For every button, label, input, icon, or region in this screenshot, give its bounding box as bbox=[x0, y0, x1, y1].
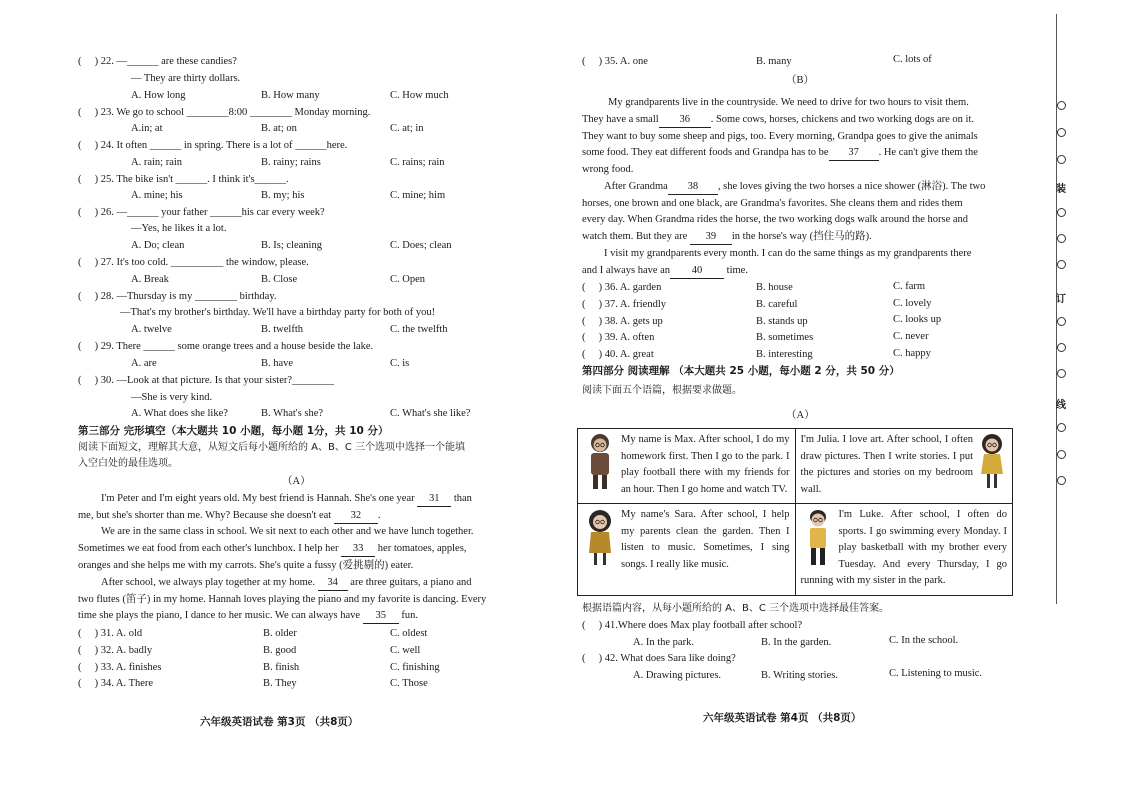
option-b: B. house bbox=[756, 282, 793, 293]
option-b: B. older bbox=[263, 628, 297, 639]
option-b: B. How many bbox=[261, 90, 320, 101]
binding-hole bbox=[1057, 155, 1066, 164]
passage-b-line-4: some food. They eat different foods and Grandpa has to be 37 . He can't give them the bbox=[582, 146, 978, 161]
option-b: B. have bbox=[261, 358, 294, 369]
options-31: ( ) 31. A. old bbox=[78, 628, 143, 639]
sara-text: My name's Sara. After school, I help my parents clean the garden. Then I listen to music. Sometimes, I sing songs. I really like music. bbox=[621, 509, 790, 570]
binding-hole bbox=[1057, 423, 1066, 432]
option-c: C. Does; clean bbox=[390, 240, 452, 251]
reading-instructions: 根据语篇内容，从每小题所给的 A、B、C 三个选项中选择最佳答案。 bbox=[582, 603, 890, 614]
blank-37: 37 bbox=[829, 146, 879, 161]
option-c: C. Listening to music. bbox=[889, 668, 983, 679]
option-b: B. good bbox=[263, 645, 297, 656]
option-a: A. Drawing pictures. bbox=[633, 670, 722, 681]
option-a: A. Do; clean bbox=[131, 240, 185, 251]
question-25: ( ) 25. The bike isn't ______. I think it's______. bbox=[78, 174, 289, 185]
passage-b-line-5: wrong food. bbox=[582, 164, 634, 175]
passage-a-line-4: Sometimes we eat food from each other's lunchbox. I help her 33 her tomatoes, apples, bbox=[78, 542, 466, 557]
question-41: ( ) 41.Where does Max play football after school? bbox=[582, 620, 803, 631]
option-b: B. careful bbox=[756, 299, 798, 310]
section-4-title: 第四部分 阅读理解 （本大题共 25 小题，每小题 2 分，共 50 分） bbox=[582, 365, 900, 377]
question-27: ( ) 27. It's too cold. __________ the window, please. bbox=[78, 257, 309, 268]
girl-sara-icon bbox=[583, 507, 617, 569]
page-footer-4: 六年级英语试卷 第4页 （共8页） bbox=[703, 712, 862, 724]
options-37: ( ) 37. A. friendly bbox=[582, 299, 666, 310]
passage-b-line-8: every day. When Grandma rides the horse, the two working dogs walk around the horse and bbox=[582, 214, 969, 225]
option-b: B. Is; cleaning bbox=[261, 240, 322, 251]
section-4-instructions: 阅读下面五个语篇，根据要求做题。 bbox=[582, 385, 742, 396]
option-a: A. mine; his bbox=[131, 190, 183, 201]
option-b: B. finish bbox=[263, 662, 300, 673]
binding-hole bbox=[1057, 128, 1066, 137]
max-text: My name is Max. After school, I do my homework first. Then I go to the park. I play football there with my friends for an hour. Then I go home and watch TV. bbox=[621, 434, 790, 495]
option-c: C. happy bbox=[893, 348, 931, 359]
passage-b-line-1: My grandparents live in the countryside. We need to drive for two hours to visit them. bbox=[608, 97, 969, 108]
binding-hole bbox=[1057, 234, 1066, 243]
question-23: ( ) 23. We go to school ________8:00 ________ Monday morning. bbox=[78, 107, 371, 118]
binding-label-xian: 线 bbox=[1056, 400, 1066, 411]
blank-31: 31 bbox=[417, 492, 451, 507]
options-39: ( ) 39. A. often bbox=[582, 332, 655, 343]
binding-hole bbox=[1057, 450, 1066, 459]
option-b: B. Writing stories. bbox=[761, 670, 838, 681]
passage-b-line-11: and I always have an 40 time. bbox=[582, 264, 748, 279]
options-33: ( ) 33. A. finishes bbox=[78, 662, 162, 673]
page-footer-3: 六年级英语试卷 第3页 （共8页） bbox=[200, 716, 359, 728]
option-c: C. Open bbox=[390, 274, 425, 285]
binding-hole bbox=[1057, 208, 1066, 217]
boy-max-icon bbox=[583, 432, 617, 494]
passage-b-line-9: watch them. But they are 39 in the horse's way (挡住马的路). bbox=[582, 230, 872, 245]
passage-a-line-6: After school, we always play together at my home. 34 are three guitars, a piano and bbox=[101, 576, 472, 591]
question-26-answer-line: —Yes, he likes it a lot. bbox=[131, 223, 227, 234]
option-c: C. lots of bbox=[893, 54, 932, 65]
option-b: B. many bbox=[756, 56, 792, 67]
options-40: ( ) 40. A. great bbox=[582, 349, 654, 360]
blank-35: 35 bbox=[363, 609, 399, 624]
option-b: B. at; on bbox=[261, 123, 297, 134]
option-c: C. farm bbox=[893, 281, 926, 292]
passage-a-line-7: two flutes (笛子) in my home. Hannah loves playing the piano and my favorite is dancing. Every bbox=[78, 594, 487, 605]
option-c: C. rains; rain bbox=[390, 157, 445, 168]
option-c: C. In the school. bbox=[889, 635, 959, 646]
blank-33: 33 bbox=[341, 542, 375, 557]
option-b: B. rainy; rains bbox=[261, 157, 321, 168]
binding-hole bbox=[1057, 369, 1066, 378]
blank-34: 34 bbox=[318, 576, 348, 591]
options-34: ( ) 34. A. There bbox=[78, 678, 154, 689]
question-30: ( ) 30. —Look at that picture. Is that your sister?________ bbox=[78, 375, 335, 386]
question-30-answer-line: —She is very kind. bbox=[131, 392, 213, 403]
option-a: A.in; at bbox=[131, 123, 163, 134]
binding-label-ding: 订 bbox=[1056, 294, 1066, 305]
options-38: ( ) 38. A. gets up bbox=[582, 316, 663, 327]
option-a: A. How long bbox=[131, 90, 186, 101]
blank-36: 36 bbox=[659, 113, 711, 128]
option-a: A. What does she like? bbox=[131, 408, 228, 419]
blank-32: 32 bbox=[334, 509, 378, 524]
reading-a-label: （A） bbox=[786, 410, 815, 421]
option-c: C. finishing bbox=[390, 662, 440, 673]
passage-a-line-5: oranges and she helps me with my carrots. She's quite a fussy (爱挑剔的) eater. bbox=[78, 560, 414, 571]
option-c: C. never bbox=[893, 331, 929, 342]
binding-hole bbox=[1057, 317, 1066, 326]
luke-text: I'm Luke. After school, I often do sports. I go swimming every Monday. I play basketball with my brother every Tuesday. And every Thursday, I go running with my sister in the park. bbox=[800, 509, 1007, 587]
option-b: B. interesting bbox=[756, 349, 813, 360]
option-a: A. are bbox=[131, 358, 157, 369]
passage-a-label: （A） bbox=[282, 476, 311, 487]
question-42: ( ) 42. What does Sara like doing? bbox=[582, 653, 736, 664]
option-b: B. my; his bbox=[261, 190, 305, 201]
option-c: C. lovely bbox=[893, 298, 932, 309]
passage-a-line-8: time she plays the piano, I dance to her music. We can always have 35 fun. bbox=[78, 609, 418, 624]
option-c: C. How much bbox=[390, 90, 449, 101]
julia-text: I'm Julia. I love art. After school, I often draw pictures. Then I write stories. I put the pictures and stories on my bedroom wall. bbox=[800, 434, 973, 495]
options-32: ( ) 32. A. badly bbox=[78, 645, 153, 656]
question-28-answer-line: —That's my brother's birthday. We'll have a birthday party for both of you! bbox=[120, 307, 436, 318]
passage-a-line-3: We are in the same class in school. We sit next to each other and we have lunch together. bbox=[101, 526, 474, 537]
passage-b-line-7: horses, one brown and one black, are Grandma's favorites. She cleans them and rides them bbox=[582, 198, 963, 209]
question-22: ( ) 22. —______ are these candies? bbox=[78, 56, 237, 67]
reading-a-grid bbox=[577, 428, 1013, 596]
option-c: C. at; in bbox=[390, 123, 424, 134]
section-3-title: 第三部分 完形填空（本大题共 10 小题，每小题 1分，共 10 分） bbox=[78, 425, 389, 437]
boy-luke-icon bbox=[801, 507, 835, 569]
passage-b-line-6: After Grandma 38 , she loves giving the two horses a nice shower (淋浴). The two bbox=[604, 180, 985, 195]
option-a: A. rain; rain bbox=[131, 157, 183, 168]
option-c: C. oldest bbox=[390, 628, 428, 639]
binding-hole bbox=[1057, 343, 1066, 352]
option-b: B. They bbox=[263, 678, 297, 689]
girl-julia-icon bbox=[977, 432, 1007, 494]
passage-b-line-2: They have a small 36 . Some cows, horses, chickens and two working dogs are on it. bbox=[582, 113, 974, 128]
option-b: B. stands up bbox=[756, 316, 808, 327]
option-a: A. Break bbox=[131, 274, 169, 285]
question-26: ( ) 26. —______ your father ______his car every week? bbox=[78, 207, 325, 218]
question-22-answer-line: — They are thirty dollars. bbox=[131, 73, 241, 84]
option-b: B. sometimes bbox=[756, 332, 814, 343]
binding-hole bbox=[1057, 101, 1066, 110]
blank-40: 40 bbox=[670, 264, 724, 279]
options-36: ( ) 36. A. garden bbox=[582, 282, 662, 293]
option-a: A. twelve bbox=[131, 324, 172, 335]
blank-39: 39 bbox=[690, 230, 732, 245]
section-3-instructions: 阅读下面短文，理解其大意，从短文后每小题所给的 A、B、C 三个选项中选择一个能填 bbox=[78, 442, 466, 453]
option-c: C. looks up bbox=[893, 314, 942, 325]
passage-b-line-10: I visit my grandparents every month. I can do the same things as my grandparents there bbox=[604, 248, 972, 259]
binding-hole bbox=[1057, 260, 1066, 269]
passage-b-line-3: They want to buy some sheep and pigs, too. Every morning, Grandpa goes to give the animals bbox=[582, 131, 978, 142]
option-c: C. the twelfth bbox=[390, 324, 448, 335]
question-28: ( ) 28. —Thursday is my ________ birthday. bbox=[78, 291, 277, 302]
option-c: C. is bbox=[390, 358, 410, 369]
option-b: B. twelfth bbox=[261, 324, 303, 335]
cell-sara bbox=[578, 504, 796, 596]
option-c: C. Those bbox=[390, 678, 428, 689]
cell-max bbox=[578, 429, 796, 504]
option-c: C. What's she like? bbox=[390, 408, 471, 419]
binding-hole bbox=[1057, 476, 1066, 485]
question-24: ( ) 24. It often ______ in spring. There is a lot of ______here. bbox=[78, 140, 348, 151]
cell-luke bbox=[795, 504, 1012, 596]
passage-a-line-1: I'm Peter and I'm eight years old. My best friend is Hannah. She's one year 31 than bbox=[101, 492, 472, 507]
option-a: A. In the park. bbox=[633, 637, 694, 648]
option-c: C. well bbox=[390, 645, 421, 656]
section-3-instructions-cont: 入空白处的最佳选项。 bbox=[78, 458, 178, 469]
question-29: ( ) 29. There ______ some orange trees and a house beside the lake. bbox=[78, 341, 374, 352]
options-35: ( ) 35. A. one bbox=[582, 56, 648, 67]
binding-label-zhuang: 装 bbox=[1056, 184, 1066, 195]
blank-38: 38 bbox=[668, 180, 718, 195]
option-b: B. Close bbox=[261, 274, 298, 285]
option-b: B. In the garden. bbox=[761, 637, 832, 648]
passage-b-label: （B） bbox=[786, 75, 815, 86]
option-c: C. mine; him bbox=[390, 190, 446, 201]
passage-a-line-2: me, but she's shorter than me. Why? Because she doesn't eat 32 . bbox=[78, 509, 380, 524]
option-b: B. What's she? bbox=[261, 408, 324, 419]
cell-julia bbox=[795, 429, 1012, 504]
